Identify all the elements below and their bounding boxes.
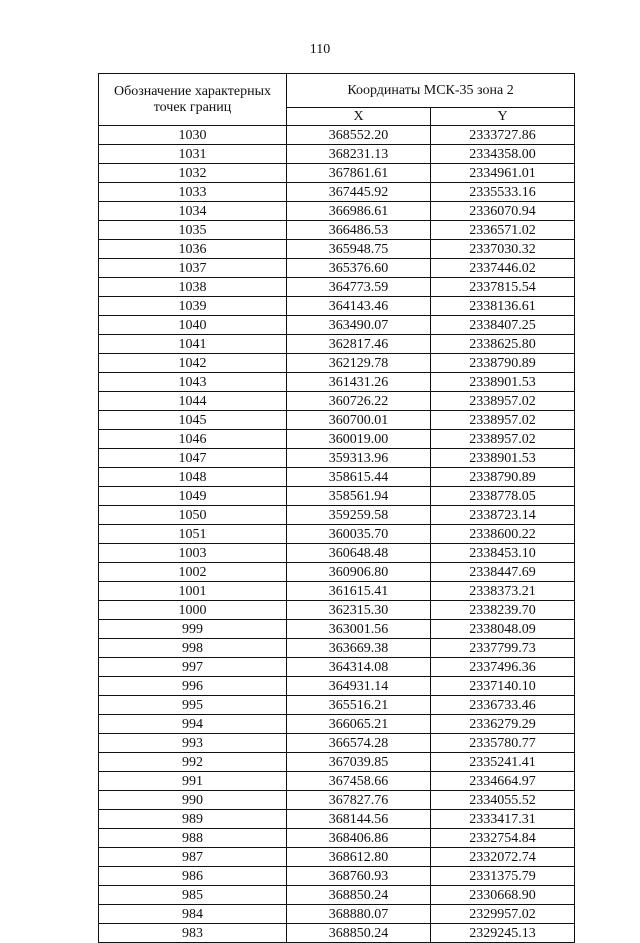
point-cell: 986 bbox=[99, 867, 287, 886]
x-cell: 367458.66 bbox=[287, 772, 431, 791]
x-cell: 364931.14 bbox=[287, 677, 431, 696]
point-cell: 990 bbox=[99, 791, 287, 810]
point-cell: 1001 bbox=[99, 582, 287, 601]
point-cell: 1000 bbox=[99, 601, 287, 620]
table-row bbox=[99, 772, 575, 791]
point-cell: 1050 bbox=[99, 506, 287, 525]
table-row bbox=[99, 202, 575, 221]
point-cell: 1034 bbox=[99, 202, 287, 221]
table-row bbox=[99, 867, 575, 886]
x-cell: 363001.56 bbox=[287, 620, 431, 639]
x-cell: 360035.70 bbox=[287, 525, 431, 544]
y-cell: 2338723.14 bbox=[431, 506, 575, 525]
x-cell: 359259.58 bbox=[287, 506, 431, 525]
point-cell: 1033 bbox=[99, 183, 287, 202]
table-row bbox=[99, 829, 575, 848]
y-cell: 2338957.02 bbox=[431, 392, 575, 411]
table-row bbox=[99, 164, 575, 183]
y-cell: 2337140.10 bbox=[431, 677, 575, 696]
point-cell: 1042 bbox=[99, 354, 287, 373]
y-cell: 2338901.53 bbox=[431, 373, 575, 392]
table-row bbox=[99, 848, 575, 867]
table-row bbox=[99, 677, 575, 696]
x-cell: 367039.85 bbox=[287, 753, 431, 772]
x-cell: 366574.28 bbox=[287, 734, 431, 753]
table-row bbox=[99, 487, 575, 506]
point-cell: 987 bbox=[99, 848, 287, 867]
x-cell: 360648.48 bbox=[287, 544, 431, 563]
table-row bbox=[99, 297, 575, 316]
y-cell: 2334055.52 bbox=[431, 791, 575, 810]
y-cell: 2338136.61 bbox=[431, 297, 575, 316]
point-cell: 1044 bbox=[99, 392, 287, 411]
table-row bbox=[99, 639, 575, 658]
table-row bbox=[99, 373, 575, 392]
point-cell: 1002 bbox=[99, 563, 287, 582]
table-row bbox=[99, 430, 575, 449]
point-cell: 1039 bbox=[99, 297, 287, 316]
table-row bbox=[99, 791, 575, 810]
y-cell: 2335241.41 bbox=[431, 753, 575, 772]
table-row bbox=[99, 278, 575, 297]
y-cell: 2329957.02 bbox=[431, 905, 575, 924]
y-cell: 2336733.46 bbox=[431, 696, 575, 715]
point-cell: 1045 bbox=[99, 411, 287, 430]
point-cell: 996 bbox=[99, 677, 287, 696]
y-cell: 2334664.97 bbox=[431, 772, 575, 791]
y-cell: 2332072.74 bbox=[431, 848, 575, 867]
y-cell: 2335780.77 bbox=[431, 734, 575, 753]
y-cell: 2333727.86 bbox=[431, 126, 575, 145]
y-cell: 2337496.36 bbox=[431, 658, 575, 677]
point-cell: 1041 bbox=[99, 335, 287, 354]
table-row bbox=[99, 145, 575, 164]
table-row bbox=[99, 658, 575, 677]
y-cell: 2338048.09 bbox=[431, 620, 575, 639]
y-cell: 2338957.02 bbox=[431, 430, 575, 449]
x-cell: 368850.24 bbox=[287, 886, 431, 905]
point-cell: 1036 bbox=[99, 240, 287, 259]
x-cell: 368760.93 bbox=[287, 867, 431, 886]
y-cell: 2338407.25 bbox=[431, 316, 575, 335]
y-cell: 2338625.80 bbox=[431, 335, 575, 354]
x-cell: 367861.61 bbox=[287, 164, 431, 183]
coordinates-table bbox=[98, 73, 575, 943]
y-cell: 2337030.32 bbox=[431, 240, 575, 259]
point-cell: 1032 bbox=[99, 164, 287, 183]
y-cell: 2329245.13 bbox=[431, 924, 575, 943]
page-number: 110 bbox=[309, 42, 331, 57]
table-row bbox=[99, 810, 575, 829]
table-row bbox=[99, 696, 575, 715]
point-cell: 1038 bbox=[99, 278, 287, 297]
table-row bbox=[99, 449, 575, 468]
y-cell: 2338447.69 bbox=[431, 563, 575, 582]
x-cell: 358561.94 bbox=[287, 487, 431, 506]
y-cell: 2337446.02 bbox=[431, 259, 575, 278]
point-cell: 991 bbox=[99, 772, 287, 791]
x-cell: 364314.08 bbox=[287, 658, 431, 677]
y-cell: 2334358.00 bbox=[431, 145, 575, 164]
x-cell: 362129.78 bbox=[287, 354, 431, 373]
table-row bbox=[99, 411, 575, 430]
point-cell: 1040 bbox=[99, 316, 287, 335]
y-cell: 2335533.16 bbox=[431, 183, 575, 202]
header-coordinates: Координаты МСК-35 зона 2 bbox=[287, 74, 575, 108]
x-cell: 361615.41 bbox=[287, 582, 431, 601]
table-row bbox=[99, 525, 575, 544]
x-cell: 364773.59 bbox=[287, 278, 431, 297]
point-cell: 989 bbox=[99, 810, 287, 829]
table-row bbox=[99, 240, 575, 259]
point-cell: 1035 bbox=[99, 221, 287, 240]
x-cell: 367827.76 bbox=[287, 791, 431, 810]
x-cell: 366065.21 bbox=[287, 715, 431, 734]
x-cell: 368406.86 bbox=[287, 829, 431, 848]
y-cell: 2338901.53 bbox=[431, 449, 575, 468]
point-cell: 1046 bbox=[99, 430, 287, 449]
point-cell: 993 bbox=[99, 734, 287, 753]
header-x: X bbox=[287, 108, 431, 126]
y-cell: 2334961.01 bbox=[431, 164, 575, 183]
header-y: Y bbox=[431, 108, 575, 126]
y-cell: 2337799.73 bbox=[431, 639, 575, 658]
y-cell: 2338790.89 bbox=[431, 354, 575, 373]
table-row bbox=[99, 715, 575, 734]
y-cell: 2336571.02 bbox=[431, 221, 575, 240]
table-body bbox=[99, 126, 575, 943]
x-cell: 365948.75 bbox=[287, 240, 431, 259]
table-row bbox=[99, 924, 575, 943]
point-cell: 1037 bbox=[99, 259, 287, 278]
table-row bbox=[99, 734, 575, 753]
y-cell: 2330668.90 bbox=[431, 886, 575, 905]
point-cell: 1051 bbox=[99, 525, 287, 544]
x-cell: 360019.00 bbox=[287, 430, 431, 449]
y-cell: 2336070.94 bbox=[431, 202, 575, 221]
table-row bbox=[99, 506, 575, 525]
table-row bbox=[99, 601, 575, 620]
point-cell: 1003 bbox=[99, 544, 287, 563]
table-row bbox=[99, 335, 575, 354]
y-cell: 2337815.54 bbox=[431, 278, 575, 297]
x-cell: 364143.46 bbox=[287, 297, 431, 316]
point-cell: 1048 bbox=[99, 468, 287, 487]
x-cell: 365376.60 bbox=[287, 259, 431, 278]
y-cell: 2338778.05 bbox=[431, 487, 575, 506]
point-cell: 1043 bbox=[99, 373, 287, 392]
header-point-designation: Обозначение характерных точек границ bbox=[99, 74, 287, 126]
x-cell: 366986.61 bbox=[287, 202, 431, 221]
point-cell: 1047 bbox=[99, 449, 287, 468]
table-row bbox=[99, 392, 575, 411]
x-cell: 365516.21 bbox=[287, 696, 431, 715]
x-cell: 362315.30 bbox=[287, 601, 431, 620]
table-row bbox=[99, 259, 575, 278]
y-cell: 2338600.22 bbox=[431, 525, 575, 544]
x-cell: 358615.44 bbox=[287, 468, 431, 487]
point-cell: 988 bbox=[99, 829, 287, 848]
x-cell: 367445.92 bbox=[287, 183, 431, 202]
table-row bbox=[99, 354, 575, 373]
point-cell: 983 bbox=[99, 924, 287, 943]
x-cell: 368880.07 bbox=[287, 905, 431, 924]
table-row bbox=[99, 221, 575, 240]
table-row bbox=[99, 544, 575, 563]
x-cell: 368612.80 bbox=[287, 848, 431, 867]
table-header-row bbox=[99, 74, 575, 108]
point-cell: 1030 bbox=[99, 126, 287, 145]
x-cell: 363490.07 bbox=[287, 316, 431, 335]
table-row bbox=[99, 886, 575, 905]
point-cell: 998 bbox=[99, 639, 287, 658]
x-cell: 368144.56 bbox=[287, 810, 431, 829]
x-cell: 368231.13 bbox=[287, 145, 431, 164]
table-row bbox=[99, 753, 575, 772]
table-row bbox=[99, 468, 575, 487]
y-cell: 2338239.70 bbox=[431, 601, 575, 620]
x-cell: 363669.38 bbox=[287, 639, 431, 658]
table-row bbox=[99, 563, 575, 582]
y-cell: 2336279.29 bbox=[431, 715, 575, 734]
x-cell: 360700.01 bbox=[287, 411, 431, 430]
y-cell: 2338453.10 bbox=[431, 544, 575, 563]
x-cell: 361431.26 bbox=[287, 373, 431, 392]
x-cell: 368552.20 bbox=[287, 126, 431, 145]
table-row bbox=[99, 183, 575, 202]
x-cell: 368850.24 bbox=[287, 924, 431, 943]
table-row bbox=[99, 620, 575, 639]
y-cell: 2331375.79 bbox=[431, 867, 575, 886]
point-cell: 994 bbox=[99, 715, 287, 734]
point-cell: 1031 bbox=[99, 145, 287, 164]
point-cell: 984 bbox=[99, 905, 287, 924]
x-cell: 360726.22 bbox=[287, 392, 431, 411]
table-row bbox=[99, 126, 575, 145]
point-cell: 997 bbox=[99, 658, 287, 677]
table-row bbox=[99, 316, 575, 335]
x-cell: 359313.96 bbox=[287, 449, 431, 468]
x-cell: 360906.80 bbox=[287, 563, 431, 582]
point-cell: 1049 bbox=[99, 487, 287, 506]
point-cell: 995 bbox=[99, 696, 287, 715]
point-cell: 999 bbox=[99, 620, 287, 639]
table-row bbox=[99, 582, 575, 601]
x-cell: 366486.53 bbox=[287, 221, 431, 240]
y-cell: 2333417.31 bbox=[431, 810, 575, 829]
y-cell: 2338790.89 bbox=[431, 468, 575, 487]
x-cell: 362817.46 bbox=[287, 335, 431, 354]
y-cell: 2332754.84 bbox=[431, 829, 575, 848]
y-cell: 2338373.21 bbox=[431, 582, 575, 601]
point-cell: 992 bbox=[99, 753, 287, 772]
y-cell: 2338957.02 bbox=[431, 411, 575, 430]
point-cell: 985 bbox=[99, 886, 287, 905]
